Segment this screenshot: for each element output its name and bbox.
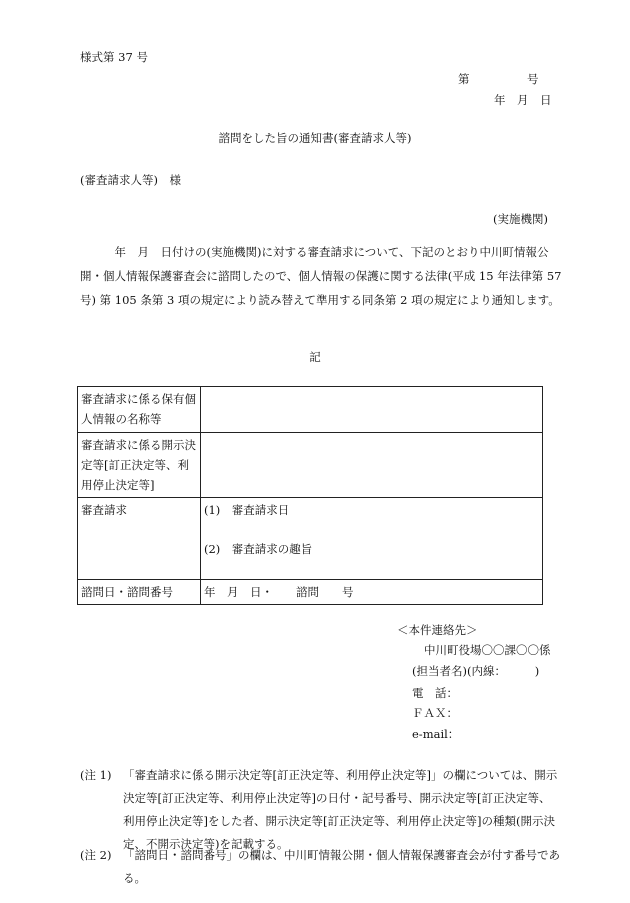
row-value-personal-info (201, 387, 543, 433)
row-label-personal-info: 審査請求に係る保有個人情報の名称等 (78, 387, 201, 433)
contact-email: e-mail： (412, 727, 460, 741)
note-2-text: 「諮問日・諮問番号」の欄は、中川町情報公開・個人情報保護審査会が付す番号である。 (123, 848, 560, 885)
document-title: 諮問をした旨の通知書(審査請求人等) (218, 131, 412, 145)
row-label-request: 審査請求 (78, 498, 201, 580)
note-1-text: 「審査請求に係る開示決定等[訂正決定等、利用停止決定等]」の欄については、開示決定等[訂正決定等、利用停止決定等]の日付・記号番号、開示決定等[訂正決定等、利用停止決定等]をした者、開示決定等[訂正決定等、利用停止決定等]の種類(開示決定、不開示決定等)を記載する。 (123, 768, 558, 851)
note-1 (80, 764, 560, 856)
ki-heading: 記 (309, 350, 321, 364)
body-paragraph: 年 月 日付けの(実施機関)に対する審査請求について、下記のとおり中川町情報公開・個人情報保護審査会に諮問したので、個人情報の保護に関する法律(平成 15 年法律第 57 号) 第 105 条第 3 項の規定により読み替えて準用する同条第 2 項の規定により通知します。 (80, 245, 566, 307)
request-purpose-item: (2) 審査請求の趣旨 (204, 542, 313, 556)
row-value-disclosure-decision (201, 433, 543, 498)
issue-date: 年 月 日 (494, 93, 552, 107)
table-row (78, 433, 543, 498)
contact-person: (担当者名)(内線： ) (412, 664, 540, 678)
note-2 (80, 844, 560, 890)
note-1-mark: (注 1) (80, 768, 112, 782)
form-number: 様式第 37 号 (80, 50, 148, 64)
contact-heading: ＜本件連絡先＞ (397, 623, 478, 637)
table-row (78, 498, 543, 580)
contact-office: 中川町役場〇〇課〇〇係 (424, 643, 551, 657)
request-date-item: (1) 審査請求日 (204, 503, 290, 517)
contact-fax: ＦＡＸ： (412, 706, 458, 720)
note-2-mark: (注 2) (80, 848, 112, 862)
document-number: 第 号 (458, 72, 539, 86)
row-value-request (201, 498, 543, 580)
row-value-consultation: 年 月 日・ 諮問 号 (201, 580, 543, 605)
table-row (78, 580, 543, 605)
row-label-disclosure-decision: 審査請求に係る開示決定等[訂正決定等、利用停止決定等] (78, 433, 201, 498)
row-label-consultation: 諮問日・諮問番号 (78, 580, 201, 605)
request-details-table (77, 386, 543, 605)
contact-phone: 電 話： (412, 686, 458, 700)
table-row (78, 387, 543, 433)
addressee: (審査請求人等) 様 (80, 173, 181, 187)
issuing-agency: (実施機関) (493, 212, 548, 226)
